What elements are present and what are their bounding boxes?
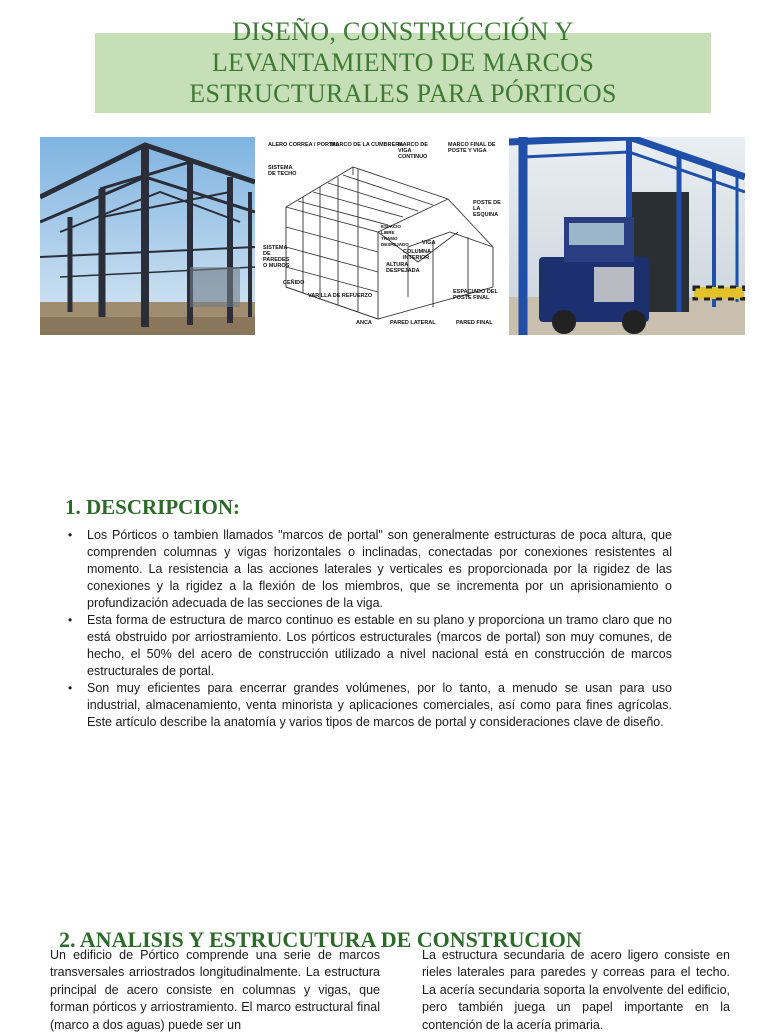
diagram-label-final-poste: MARCO FINAL DE POSTE Y VIGA	[448, 142, 496, 154]
diagram-label-techo: SISTEMA DE TECHO	[268, 165, 297, 177]
diagram-label-columna: COLUMNA INTERIOR	[403, 249, 431, 261]
title-line: DISEÑO, CONSTRUCCIÓN Y	[232, 17, 574, 46]
diagram-label-poste-esquina: POSTE DE LA ESQUINA	[473, 200, 501, 218]
section-2-left-column: Un edificio de Pórtico comprende una serie de marcos transversales arriostrados longitudinalmente. La estructura principal de acero consiste en columnas y vigas, que forman pórticos y arriostramiento. El marco estructural final (marco a dos aguas) puede ser un	[50, 948, 380, 1032]
bullet-icon: •	[68, 613, 73, 627]
description-list	[68, 527, 672, 731]
section-2-heading: 2. ANALISIS Y ESTRUCUTURA DE CONSTRUCION	[59, 927, 582, 953]
diagram-label-viga: VIGA	[422, 240, 436, 246]
truck-portal-photo	[509, 137, 745, 335]
diagram-label-espacio-libre: ESPACIO LIBRE TRAMO DESPEJADO	[381, 224, 409, 247]
diagram-label-espaciado: ESPACIADO DEL POSTE FINAL	[453, 289, 498, 301]
list-item	[68, 680, 672, 731]
diagram-label-paredes: SISTEMA DE PAREDES O MUROS	[263, 245, 290, 269]
bullet-icon: •	[68, 681, 73, 695]
diagram-label-altura: ALTURA DESPEJADA	[386, 262, 420, 274]
title-line: ESTRUCTURALES PARA PÓRTICOS	[189, 79, 617, 108]
list-item	[68, 612, 672, 680]
list-item	[68, 527, 672, 612]
bullet-icon: •	[68, 528, 73, 542]
bullet-text: Son muy eficientes para encerrar grandes volúmenes, por lo tanto, a menudo se usan para uso industrial, almacenamiento, venta minorista y aplicaciones comerciales, así como para fines agrícolas. Este artículo describe la anatomía y varios tipos de marcos de portal y consideraciones clave de diseño.	[87, 681, 672, 729]
diagram-label-anca: ANCA	[356, 320, 372, 326]
portal-frame-diagram	[258, 137, 506, 335]
diagram-label-varilla: VARILLA DE REFUERZO	[308, 293, 373, 299]
diagram-label-viga-continuo: MARCO DE VIGA CONTINUO	[398, 142, 428, 160]
bullet-text: Esta forma de estructura de marco continuo es estable en su plano y proporciona un tramo claro que no está obstruido por arriostramiento. Los pórticos estructurales (marcos de portal) son muy comunes, de hecho, el 50% del acero de construcción utilizado a nivel nacional está en construcción de marcos estructurales de portal.	[87, 613, 672, 678]
section-1-heading: 1. DESCRIPCION:	[65, 495, 241, 520]
title-line: LEVANTAMIENTO DE MARCOS	[211, 48, 595, 77]
bullet-text: Los Pórticos o tambien llamados "marcos de portal" son generalmente estructuras de poca altura, que comprenden columnas y vigas horizontales o inclinadas, conectadas por conexiones resistentes al momento. La resistencia a las acciones laterales y verticales es proporcionada por la rigidez de las conexiones y la rigidez a la flexión de los miembros, que se incrementa por un aprisionamiento o profundización adecuada de las secciones de la viga.	[87, 528, 672, 610]
page-title	[95, 16, 711, 109]
steel-frame-construction-photo	[40, 137, 255, 335]
diagram-label-cumbrera: MARCO DE LA CUMBRERA	[331, 142, 404, 148]
diagram-label-ceno: CEÑIDO	[283, 280, 305, 286]
section-2-right-column: La estructura secundaria de acero ligero consiste en rieles laterales para paredes y correas para el techo. La acería secundaria soporta la envolvente del edificio, pero también juega un papel importante en la contención de la acería primaria.	[422, 948, 730, 1032]
diagram-label-pared-final: PARED FINAL	[456, 320, 493, 326]
diagram-label-pared-lateral: PARED LATERAL	[390, 320, 436, 326]
diagram-label-alero: ALERO CORREA / PORTAL	[268, 142, 340, 148]
